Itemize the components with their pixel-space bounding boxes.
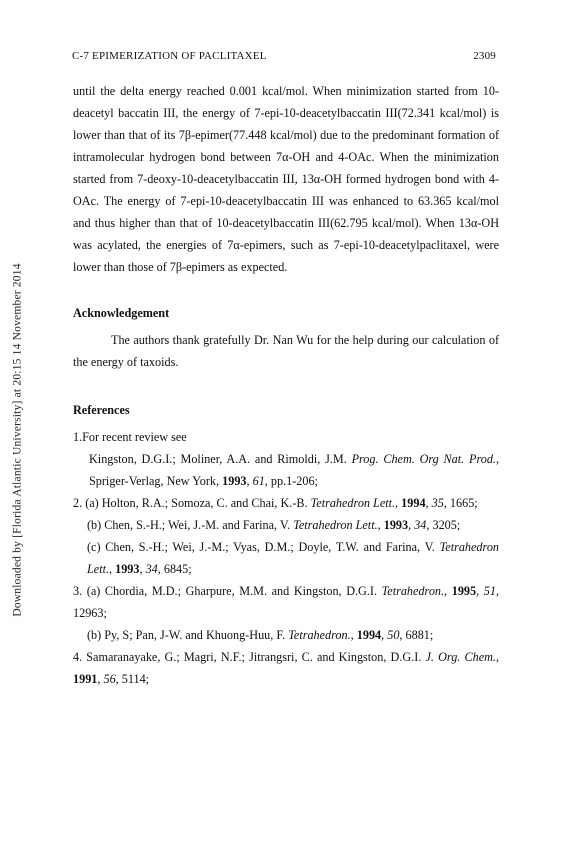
page-content <box>73 80 499 690</box>
reference-journal: Tetrahedron Lett., <box>87 540 500 576</box>
reference-volume: 51 <box>483 584 496 598</box>
references-heading: References <box>73 403 130 417</box>
reference-authors: Kingston, D.G.I.; Moliner, A.A. and Rimoldi, J.M. <box>89 452 347 466</box>
reference-2c: (c) Chen, S.-H.; Wei, J.-M.; Vyas, D.M.; Doyle, T.W. and Farina, V. Tetrahedron Lett., 1993, 34, 6845; <box>87 540 500 576</box>
body-paragraph: until the delta energy reached 0.001 kcal/mol. When minimization started from 10-deacetyl baccatin III, the energy of 7-epi-10-deacetylbaccatin III(72.341 kcal/mol) is lower than that of its 7β-epimer(77.448 kcal/mol) due to the predominant formation of intramolecular hydrogen bond between 7α-OH and 4-OAc. When the minimization started from 7-deoxy-10-deacetylbaccatin III, 13α-OH formed hydrogen bond with 4-OAc. The energy of 7-epi-10-deacetylbaccatin III was enhanced to 63.365 kcal/mol and thus higher than that of 10-deacetylbaccatin III(62.795 kcal/mol). When 13α-OH was acylated, the energies of 7α-epimers, such as 7-epi-10-deacetylpaclitaxel, were lower than those of 7β-epimers as expected. <box>73 84 499 274</box>
reference-journal: J. Org. Chem. <box>425 650 496 664</box>
download-watermark-text: Downloaded by [Florida Atlantic University] at 20:15 14 November 2014 <box>12 263 24 617</box>
reference-year: 1993 <box>222 474 247 488</box>
reference-pages: , 6881; <box>399 628 434 642</box>
acknowledgement-heading: Acknowledgement <box>73 306 170 320</box>
reference-authors: 2. (a) Holton, R.A.; Somoza, C. and Chai, K.-B. <box>73 496 308 510</box>
reference-journal: Tetrahedron., <box>288 628 354 642</box>
reference-publisher: , Spriger-Verlag, New York, <box>89 452 500 488</box>
reference-list <box>73 426 499 690</box>
reference-1: Kingston, D.G.I.; Moliner, A.A. and Rimoldi, J.M. Prog. Chem. Org Nat. Prod., Spriger-Verlag, New York, 1993, 61, pp.1-206; <box>89 452 500 488</box>
reference-year: 1994 <box>356 628 382 642</box>
reference-2a: 2. (a) Holton, R.A.; Somoza, C. and Chai, K.-B. Tetrahedron Lett., 1994, 35, 1665; <box>73 496 478 510</box>
reference-authors: 3. (a) Chordia, M.D.; Gharpure, M.M. and Kingston, D.G.I. <box>73 584 378 598</box>
running-header <box>72 50 496 62</box>
reference-authors: 4. Samaranayake, G.; Magri, N.F.; Jitrangsri, C. and Kingston, D.G.I. <box>73 650 422 664</box>
reference-volume: 61 <box>252 474 265 488</box>
running-title: C-7 EPIMERIZATION OF PACLITAXEL <box>72 50 267 62</box>
reference-pages: , 12963; <box>73 584 500 620</box>
reference-1-intro: 1.For recent review see <box>73 430 187 444</box>
reference-3b: (b) Py, S; Pan, J-W. and Khuong-Huu, F. Tetrahedron., 1994, 50, 6881; <box>87 628 434 642</box>
reference-pages: , 3205; <box>426 518 461 532</box>
reference-2b: (b) Chen, S.-H.; Wei, J.-M. and Farina, V. Tetrahedron Lett., 1993, 34, 3205; <box>87 518 461 532</box>
reference-3a: 3. (a) Chordia, M.D.; Gharpure, M.M. and Kingston, D.G.I. Tetrahedron., 1995, 51, 12963; <box>73 584 500 620</box>
reference-journal: Prog. Chem. Org Nat. Prod. <box>351 452 496 466</box>
reference-year: 1993 <box>383 518 409 532</box>
reference-year: 1993 <box>115 562 140 576</box>
reference-pages: 1665; <box>449 496 478 510</box>
reference-authors: (b) Py, S; Pan, J-W. and Khuong-Huu, F. <box>87 628 286 642</box>
reference-authors: (b) Chen, S.-H.; Wei, J.-M. and Farina, V. <box>87 518 291 532</box>
reference-authors: (c) Chen, S.-H.; Wei, J.-M.; Vyas, D.M.; Doyle, T.W. and Farina, V. <box>87 540 435 554</box>
acknowledgement-text: The authors thank gratefully Dr. Nan Wu for the help during our calculation of the energy of taxoids. <box>73 333 499 369</box>
reference-volume: 35 <box>431 496 444 510</box>
page-number: 2309 <box>473 50 496 62</box>
reference-volume: 34 <box>414 518 427 532</box>
reference-pages: , 5114; <box>115 672 150 686</box>
reference-volume: 50 <box>387 628 400 642</box>
reference-pages: , pp.1-206; <box>264 474 318 488</box>
reference-volume: 56 <box>103 672 116 686</box>
reference-journal: Tetrahedron Lett., <box>310 496 399 510</box>
download-watermark <box>8 30 28 850</box>
reference-journal: Tetrahedron Lett., <box>293 518 381 532</box>
reference-year: 1995 <box>451 584 477 598</box>
reference-volume: 34 <box>145 562 158 576</box>
reference-4: 4. Samaranayake, G.; Magri, N.F.; Jitrangsri, C. and Kingston, D.G.I. J. Org. Chem., 1991, 56, 5114; <box>73 650 500 686</box>
reference-year: 1991 <box>73 672 98 686</box>
reference-pages: , 6845; <box>157 562 192 576</box>
reference-year: 1994 <box>401 496 426 510</box>
reference-journal: Tetrahedron., <box>381 584 448 598</box>
